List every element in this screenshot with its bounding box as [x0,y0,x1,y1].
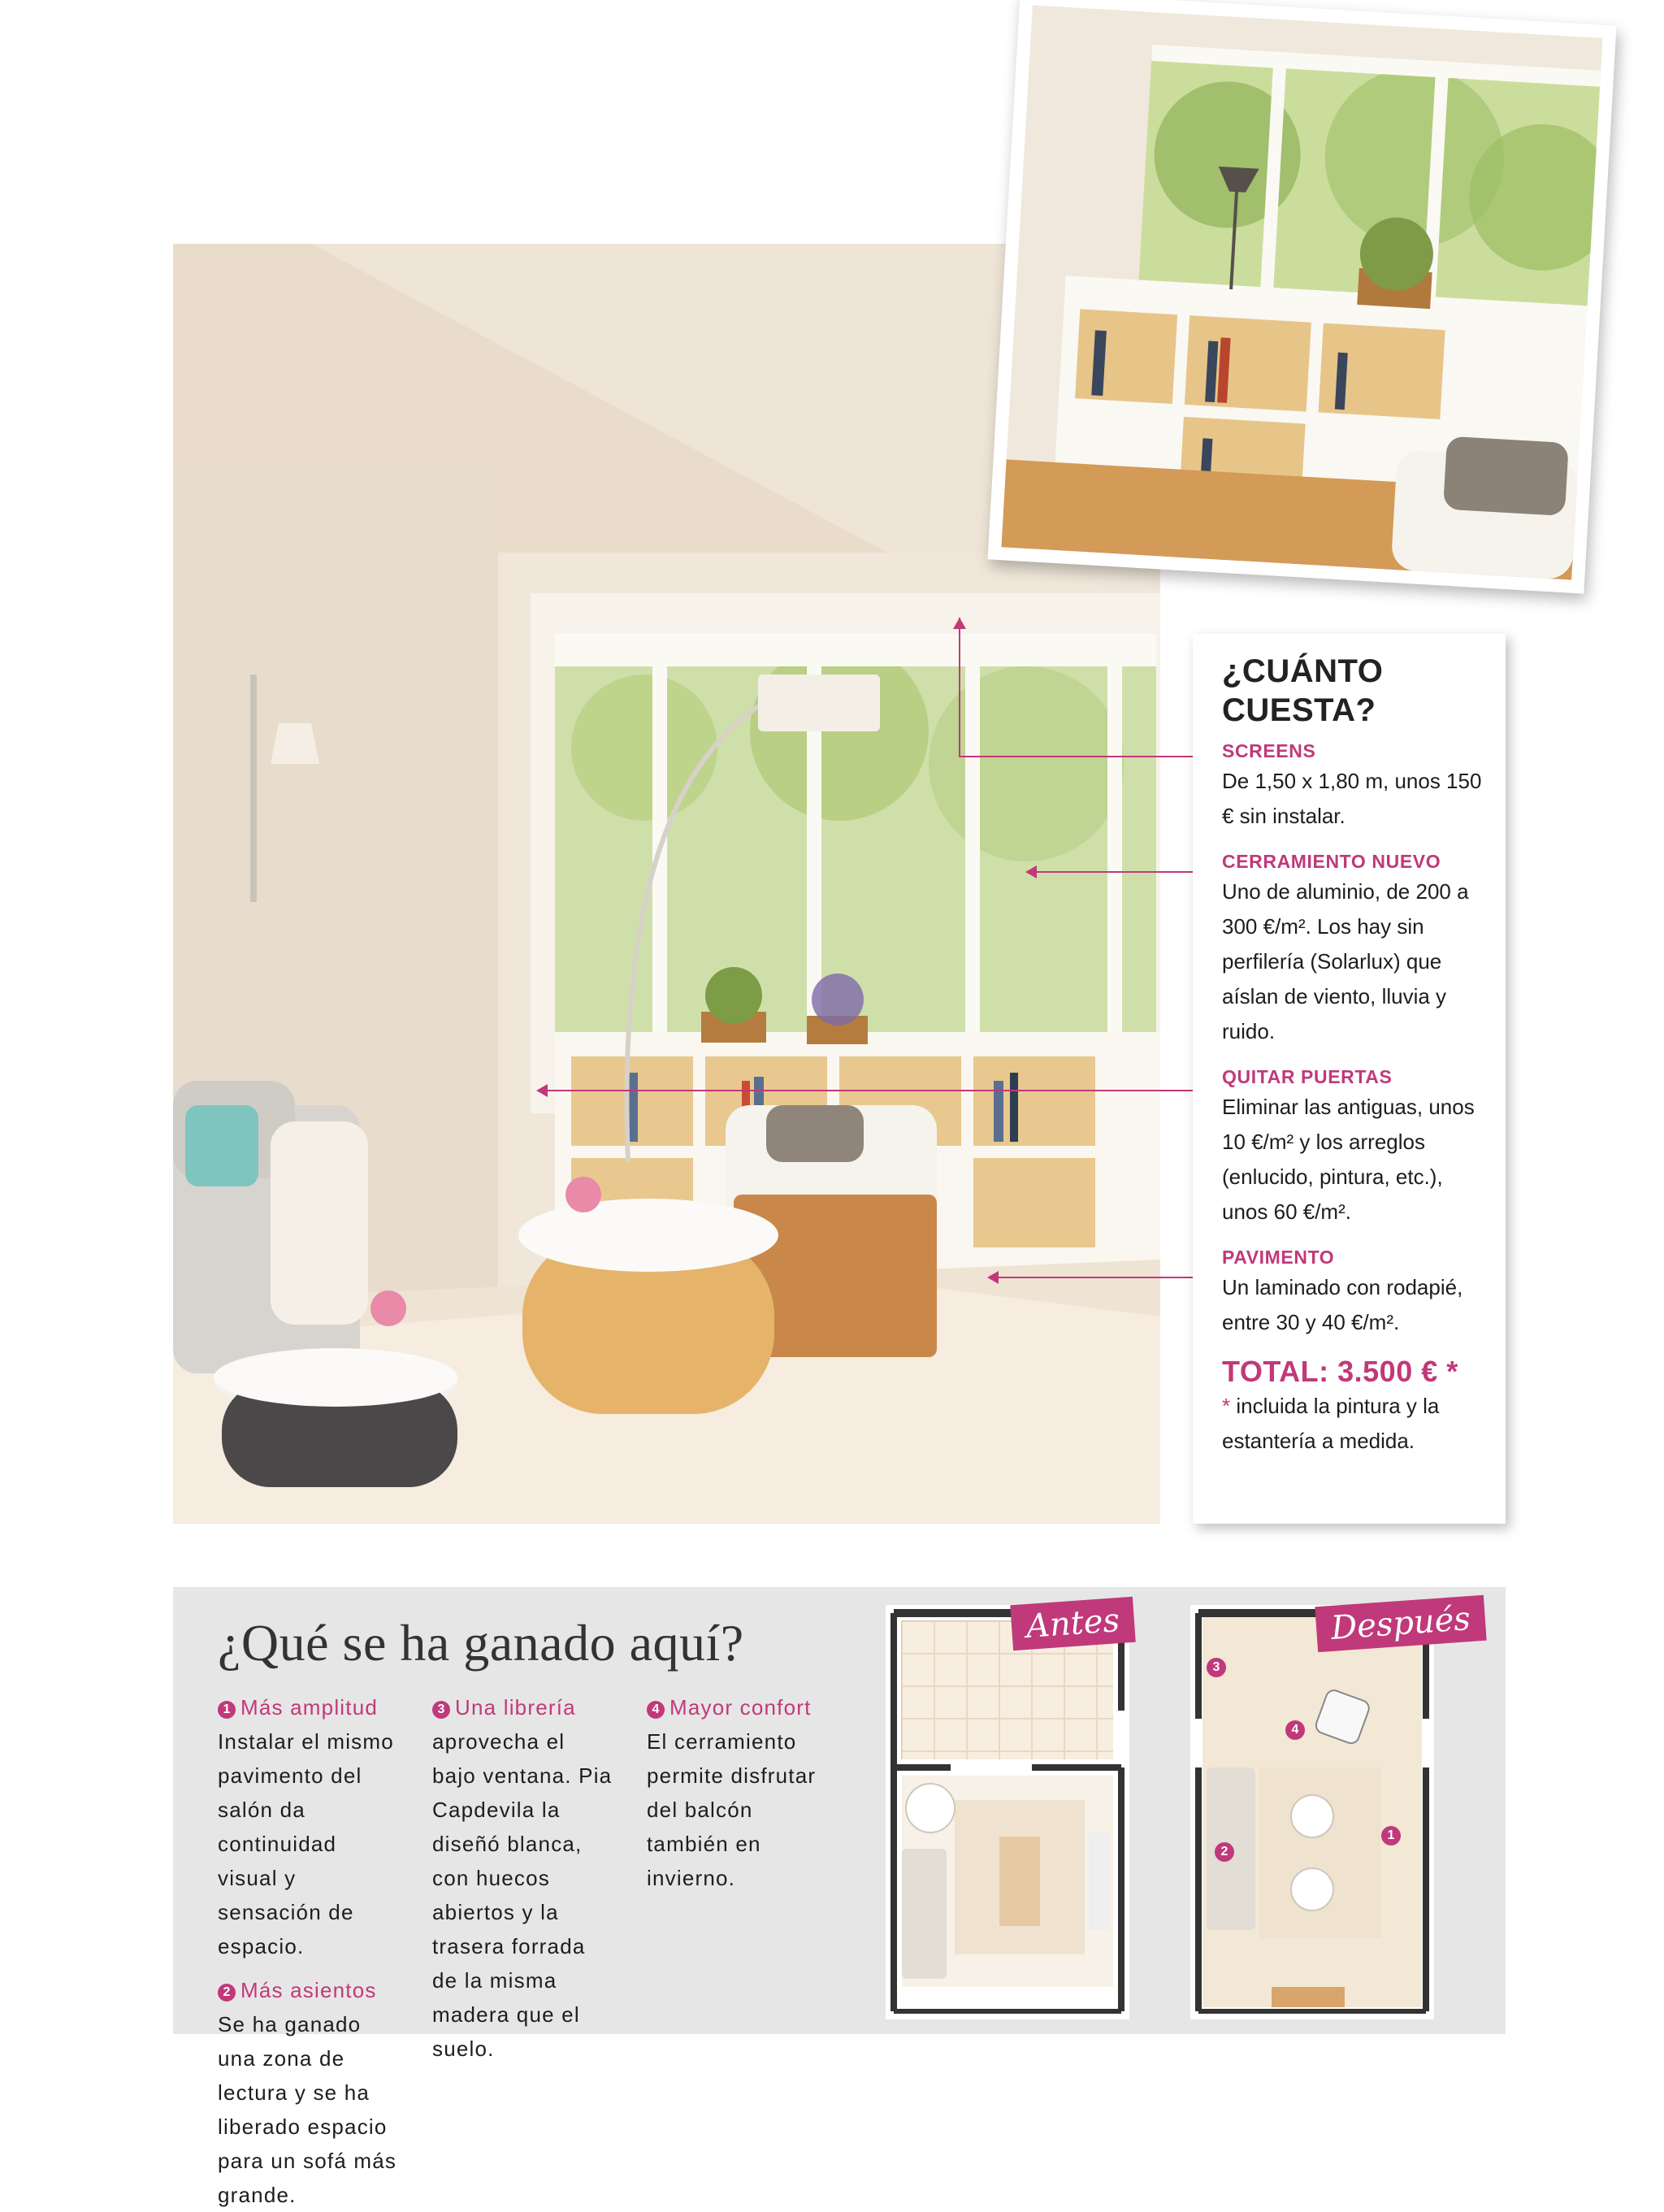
floor-plan-after [1190,1605,1434,2019]
cost-text: Uno de aluminio, de 200 a 300 €/m². Los hay sin perfilería (Solarlux) que aíslan de viento, lluvia y ruido. [1222,879,1469,1043]
callout-cerramiento [1030,871,1219,873]
total-price-text: TOTAL: 3.500 € [1222,1355,1438,1388]
cost-box [1193,634,1506,1524]
callout-screens-horizontal [959,756,1219,757]
number-badge: 3 [432,1701,450,1719]
cost-item-screens [1222,738,1484,834]
cost-item-cerramiento [1222,848,1484,1049]
cost-text: Eliminar las antiguas, unos 10 €/m² y los arreglos (enlucido, pintura, etc.), unos 60 €/m². [1222,1095,1475,1224]
after-label: Después [1315,1595,1486,1652]
before-label: Antes [1010,1597,1135,1650]
cost-item-pavimento [1222,1244,1484,1340]
gain-column-3 [647,1690,830,1895]
callout-pavimento-arrowhead [987,1271,999,1284]
plan-marker-1: 1 [1381,1826,1401,1846]
gain-title: ¿Qué se ha ganado aquí? [218,1614,744,1672]
gain-column-2 [432,1690,615,2066]
inset-window-shelf-photo [987,0,1616,594]
cost-text: Un laminado con rodapié, entre 30 y 40 €/m². [1222,1275,1463,1334]
cost-label: PAVIMENTO [1222,1247,1335,1268]
plan-marker-3: 3 [1207,1658,1226,1677]
point-label: Más asientos [240,1978,377,2002]
total-note [1222,1389,1484,1459]
floor-plan-before [886,1605,1129,2019]
callout-screens-arrowhead [953,618,966,629]
gain-point-4 [647,1690,830,1895]
callout-cerramiento-arrowhead [1025,865,1037,878]
point-text: Instalar el mismo pavimento del salón da continuidad visual y sensación de espacio. [218,1729,394,1958]
point-text: El cerramiento permite disfrutar del balcón también en invierno. [647,1729,817,1890]
note-text: incluida la pintura y la estantería a medida. [1222,1394,1440,1453]
point-text: Se ha ganado una zona de lectura y se ha liberado espacio para un sofá más grande. [218,2012,397,2207]
total-asterisk: * [1446,1355,1458,1388]
point-label: Mayor confort [670,1695,812,1720]
number-badge: 2 [218,1984,236,2002]
gain-point-2 [218,1973,401,2212]
gain-point-1 [218,1690,401,1963]
plan-marker-4: 4 [1285,1720,1305,1740]
callout-quitar-puertas-arrowhead [536,1084,548,1097]
cost-title: ¿CUÁNTO CUESTA? [1222,653,1384,728]
point-label: Una librería [455,1695,576,1720]
callout-pavimento [993,1277,1219,1278]
total-price [1222,1355,1484,1389]
gain-column-1 [218,1690,401,2212]
cost-label: QUITAR PUERTAS [1222,1066,1393,1087]
cost-label: SCREENS [1222,740,1316,761]
point-text: aprovecha el bajo ventana. Pia Capdevila la diseñó blanca, con huecos abiertos y la trasera forrada de la misma madera que el suelo. [432,1729,613,2061]
number-badge: 4 [647,1701,665,1719]
plan-marker-2: 2 [1215,1842,1234,1862]
note-asterisk: * [1222,1394,1231,1418]
point-label: Más amplitud [240,1695,379,1720]
number-badge: 1 [218,1701,236,1719]
cost-item-quitar-puertas [1222,1064,1484,1230]
cost-text: De 1,50 x 1,80 m, unos 150 € sin instalar. [1222,769,1482,828]
cost-label: CERRAMIENTO NUEVO [1222,851,1441,872]
callout-quitar-puertas [543,1090,1219,1091]
gain-point-3 [432,1690,615,2066]
callout-screens [959,618,960,756]
